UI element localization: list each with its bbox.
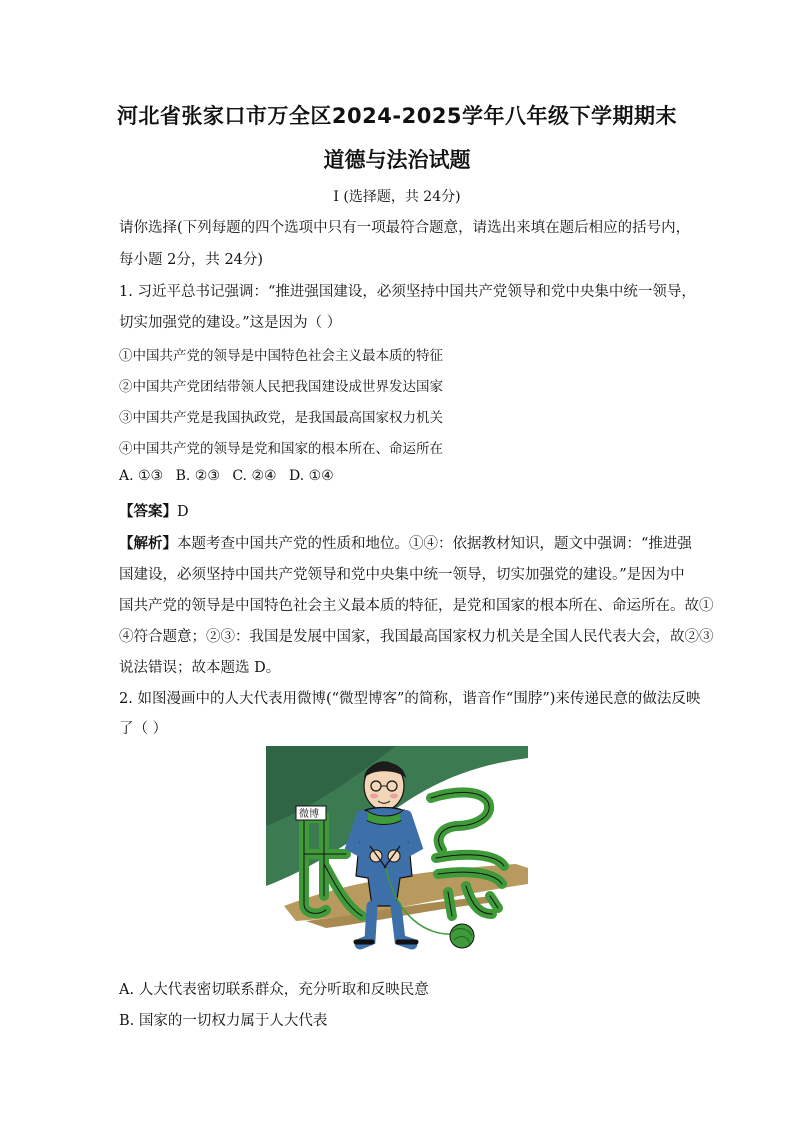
question-2-option-b: B. 国家的一切权力属于人大代表 — [119, 1013, 328, 1029]
question-2-stem: 了（ ） — [119, 721, 168, 737]
question-1-stem: 1. 习近平总书记强调：“推进强国建设，必须坚持中国共产党领导和党中央集中统一领导， — [119, 284, 696, 300]
analysis-text: 本题考查中国共产党的性质和地位。①④：依据教材知识，题文中强调：“推进强 — [177, 536, 692, 552]
question-1-statement: ②中国共产党团结带领人民把我国建设成世界发达国家 — [119, 379, 443, 395]
question-2-option-a: A. 人大代表密切联系群众，充分听取和反映民意 — [119, 982, 429, 998]
question-1-stem: 切实加强党的建设。”这是因为（ ） — [119, 315, 342, 331]
choice-b: B. ②③ — [175, 468, 220, 484]
question-1-statement: ①中国共产党的领导是中国特色社会主义最本质的特征 — [119, 348, 443, 364]
question-2-stem: 2. 如图漫画中的人大代表用微博(“微型博客”的简称，谐音作“围脖”)来传递民意的做法反映 — [119, 691, 701, 707]
answer-label: 【答案】 — [119, 503, 177, 520]
choice-d: D. ①④ — [289, 468, 334, 484]
scarf-tag-text: 微博 — [299, 809, 319, 820]
question-1-analysis — [119, 532, 692, 553]
choice-c: C. ②④ — [232, 468, 277, 484]
question-1-choices — [119, 468, 342, 484]
question-1-statement: ③中国共产党是我国执政党，是我国最高国家权力机关 — [119, 410, 443, 426]
question-1-answer — [119, 500, 189, 521]
analysis-text: 国建设，必须坚持中国共产党领导和党中央集中统一领导，切实加强党的建设。”是因为中 — [119, 567, 685, 583]
analysis-text: 国共产党的领导是中国特色社会主义最本质的特征，是党和国家的根本所在、命运所在。故① — [119, 598, 714, 614]
analysis-text: ④符合题意；②③：我国是发展中国家，我国最高国家权力机关是全国人民代表大会，故②③ — [119, 629, 714, 645]
document-subject-title: 道德与法治试题 — [323, 148, 471, 172]
document-title: 河北省张家口市万全区2024-2025学年八年级下学期期末 — [116, 104, 678, 128]
analysis-label: 【解析】 — [119, 535, 177, 552]
instructions-line: 请你选择(下列每题的四个选项中只有一项最符合题意，请选出来填在题后相应的括号内， — [119, 220, 691, 236]
instructions-line: 每小题 2分，共 24分) — [119, 252, 264, 268]
analysis-text: 说法错误；故本题选 D。 — [119, 660, 281, 676]
cartoon-image — [266, 746, 528, 960]
section-label: I (选择题，共 24分) — [333, 189, 461, 205]
question-1-statement: ④中国共产党的领导是党和国家的根本所在、命运所在 — [119, 441, 443, 457]
choice-a: A. ①③ — [119, 468, 164, 484]
answer-value: D — [177, 504, 189, 520]
